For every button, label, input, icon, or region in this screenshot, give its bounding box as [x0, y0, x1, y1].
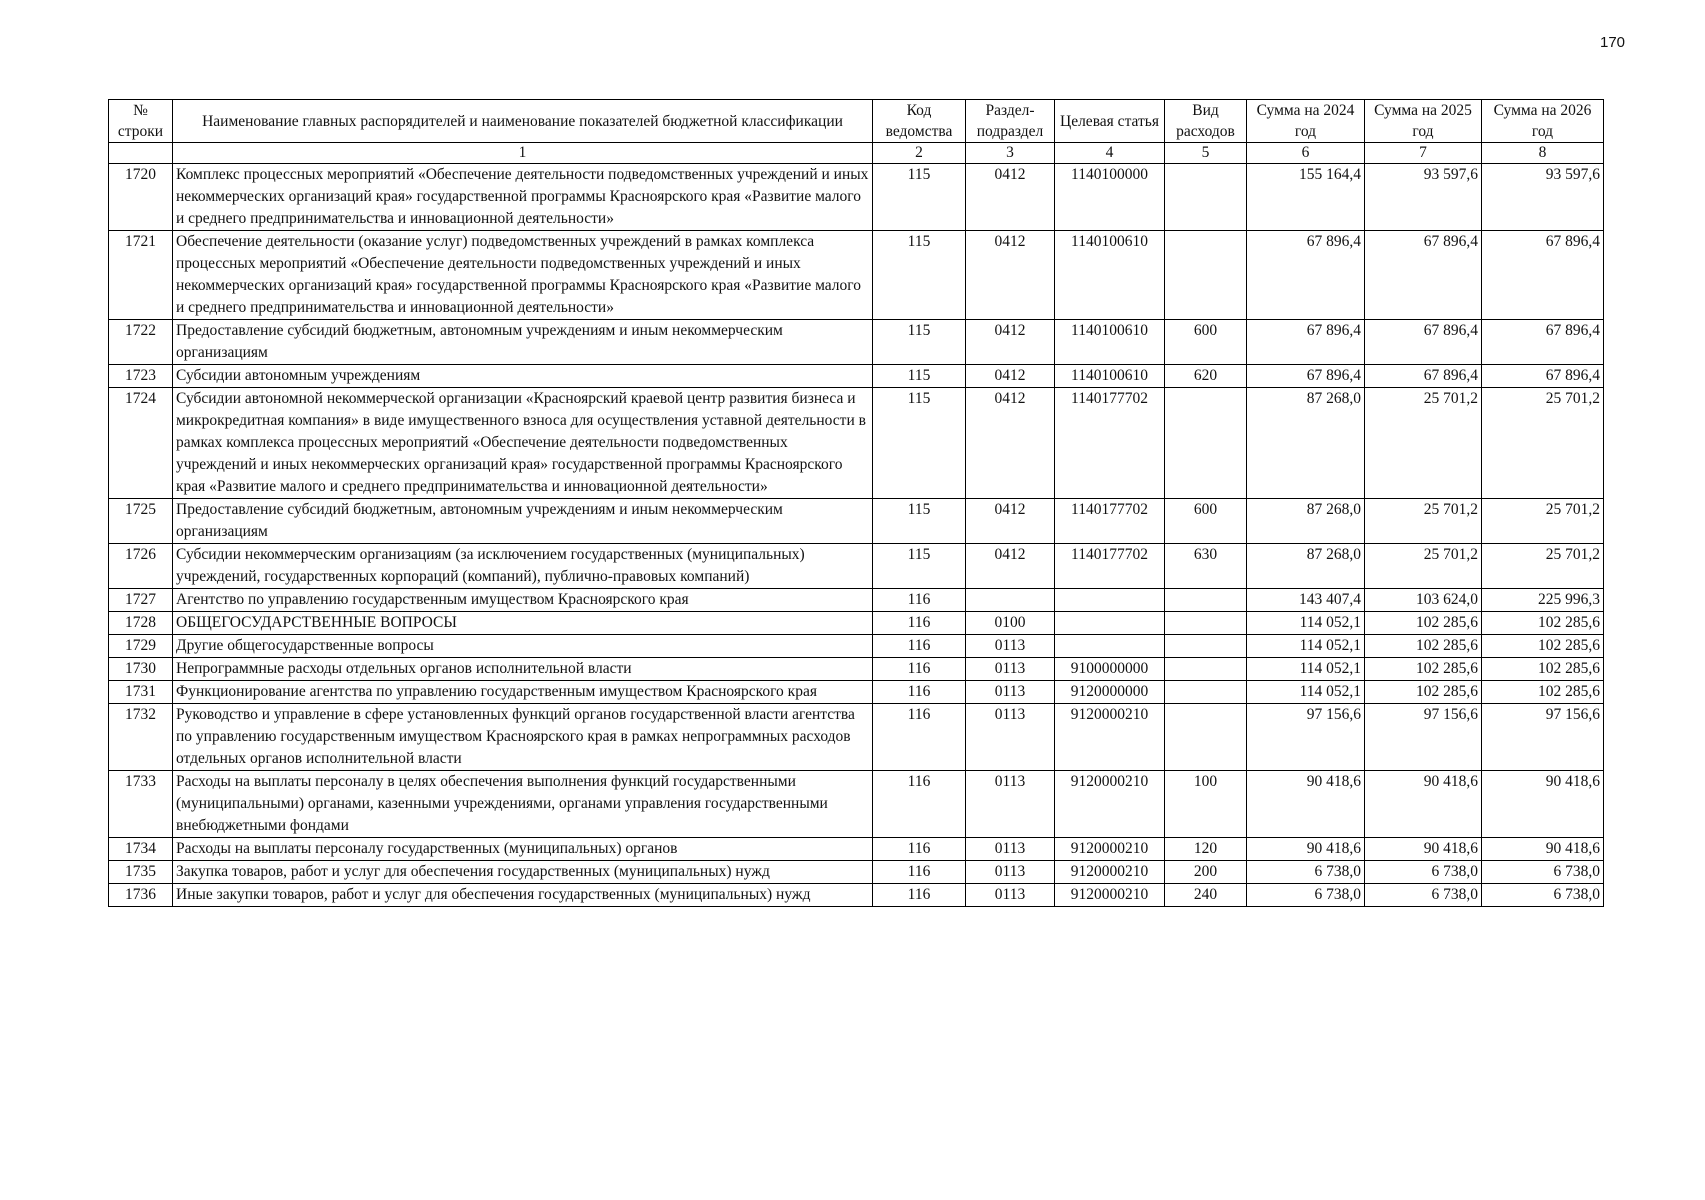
header-cell: Вид расходов	[1165, 100, 1247, 143]
row-name-cell: Комплекс процессных мероприятий «Обеспечение деятельности подведомственных учреждений и иных некоммерческих организаций края» государственной программы Красноярского края «Развитие малого и среднего предпринимательства и инновационной деятельности»	[173, 164, 873, 231]
table-row	[109, 231, 1604, 320]
row-number-cell: 1734	[109, 838, 173, 861]
row-name-cell: Предоставление субсидий бюджетным, автономным учреждениям и иным некоммерческим организациям	[173, 320, 873, 365]
column-number-cell: 2	[873, 143, 966, 164]
expense-type-cell: 200	[1165, 861, 1247, 884]
section-code-cell: 0412	[966, 365, 1055, 388]
department-code-cell: 115	[873, 388, 966, 499]
row-number-cell: 1720	[109, 164, 173, 231]
expense-type-cell: 120	[1165, 838, 1247, 861]
amount-2024-cell: 67 896,4	[1247, 231, 1365, 320]
amount-2026-cell: 93 597,6	[1482, 164, 1604, 231]
column-number-cell: 1	[173, 143, 873, 164]
table-body	[109, 164, 1604, 907]
target-article-cell: 9100000000	[1055, 658, 1165, 681]
expense-type-cell: 620	[1165, 365, 1247, 388]
department-code-cell: 116	[873, 658, 966, 681]
amount-2026-cell: 25 701,2	[1482, 544, 1604, 589]
amount-2024-cell: 87 268,0	[1247, 388, 1365, 499]
page-number: 170	[1600, 34, 1626, 51]
expense-type-cell	[1165, 635, 1247, 658]
row-name-cell: Расходы на выплаты персоналу государственных (муниципальных) органов	[173, 838, 873, 861]
target-article-cell: 9120000000	[1055, 681, 1165, 704]
expense-type-cell: 600	[1165, 320, 1247, 365]
section-code-cell	[966, 589, 1055, 612]
row-number-cell: 1731	[109, 681, 173, 704]
row-name-cell: Руководство и управление в сфере установленных функций органов государственной власти агентства по управлению государственным имуществом Красноярского края в рамках непрограммных расходов отдельных органов исполнительной власти	[173, 704, 873, 771]
header-cell: Наименование главных распорядителей и наименование показателей бюджетной классификации	[173, 100, 873, 143]
department-code-cell: 115	[873, 544, 966, 589]
amount-2026-cell: 225 996,3	[1482, 589, 1604, 612]
row-name-cell: Субсидии автономной некоммерческой организации «Красноярский краевой центр развития бизнеса и микрокредитная компания» в виде имущественного взноса для осуществления уставной деятельности в рамках комплекса процессных мероприятий «Обеспечение деятельности подведомственных учреждений и иных некоммерческих организаций края» государственной программы Красноярского края «Развитие малого и среднего предпринимательства и инновационной деятельности»	[173, 388, 873, 499]
table-row	[109, 589, 1604, 612]
table-row	[109, 861, 1604, 884]
department-code-cell: 116	[873, 612, 966, 635]
department-code-cell: 115	[873, 365, 966, 388]
section-code-cell: 0113	[966, 771, 1055, 838]
row-number-cell: 1732	[109, 704, 173, 771]
amount-2026-cell: 67 896,4	[1482, 320, 1604, 365]
row-name-cell: Агентство по управлению государственным имуществом Красноярского края	[173, 589, 873, 612]
amount-2026-cell: 67 896,4	[1482, 231, 1604, 320]
target-article-cell: 9120000210	[1055, 861, 1165, 884]
amount-2025-cell: 67 896,4	[1365, 365, 1482, 388]
table-row	[109, 884, 1604, 907]
target-article-cell: 1140100610	[1055, 231, 1165, 320]
amount-2026-cell: 6 738,0	[1482, 884, 1604, 907]
section-code-cell: 0412	[966, 544, 1055, 589]
section-code-cell: 0412	[966, 164, 1055, 231]
department-code-cell: 116	[873, 681, 966, 704]
section-code-cell: 0113	[966, 681, 1055, 704]
expense-type-cell: 630	[1165, 544, 1247, 589]
section-code-cell: 0412	[966, 388, 1055, 499]
target-article-cell: 1140100610	[1055, 365, 1165, 388]
table-row	[109, 635, 1604, 658]
department-code-cell: 116	[873, 861, 966, 884]
row-number-cell: 1724	[109, 388, 173, 499]
expense-type-cell: 100	[1165, 771, 1247, 838]
amount-2024-cell: 90 418,6	[1247, 771, 1365, 838]
row-number-cell: 1728	[109, 612, 173, 635]
amount-2024-cell: 143 407,4	[1247, 589, 1365, 612]
row-number-cell: 1729	[109, 635, 173, 658]
table-row	[109, 320, 1604, 365]
amount-2025-cell: 6 738,0	[1365, 861, 1482, 884]
department-code-cell: 115	[873, 164, 966, 231]
amount-2025-cell: 103 624,0	[1365, 589, 1482, 612]
amount-2025-cell: 102 285,6	[1365, 635, 1482, 658]
amount-2025-cell: 97 156,6	[1365, 704, 1482, 771]
expense-type-cell	[1165, 681, 1247, 704]
target-article-cell: 9120000210	[1055, 838, 1165, 861]
expense-type-cell	[1165, 589, 1247, 612]
header-cell: Раздел-подраздел	[966, 100, 1055, 143]
amount-2024-cell: 90 418,6	[1247, 838, 1365, 861]
amount-2024-cell: 114 052,1	[1247, 681, 1365, 704]
amount-2024-cell: 97 156,6	[1247, 704, 1365, 771]
column-number-cell: 3	[966, 143, 1055, 164]
table-row	[109, 658, 1604, 681]
amount-2025-cell: 67 896,4	[1365, 231, 1482, 320]
section-code-cell: 0113	[966, 884, 1055, 907]
section-code-cell: 0113	[966, 704, 1055, 771]
department-code-cell: 115	[873, 231, 966, 320]
row-name-cell: Предоставление субсидий бюджетным, автономным учреждениям и иным некоммерческим организациям	[173, 499, 873, 544]
row-name-cell: Обеспечение деятельности (оказание услуг) подведомственных учреждений в рамках комплекса процессных мероприятий «Обеспечение деятельности подведомственных учреждений и иных некоммерческих организаций края» государственной программы Красноярского края «Развитие малого и среднего предпринимательства и инновационной деятельности»	[173, 231, 873, 320]
section-code-cell: 0113	[966, 861, 1055, 884]
amount-2026-cell: 90 418,6	[1482, 771, 1604, 838]
target-article-cell: 1140177702	[1055, 544, 1165, 589]
target-article-cell: 9120000210	[1055, 884, 1165, 907]
table-row	[109, 388, 1604, 499]
row-name-cell: Субсидии автономным учреждениям	[173, 365, 873, 388]
table-row	[109, 612, 1604, 635]
department-code-cell: 116	[873, 884, 966, 907]
section-code-cell: 0113	[966, 635, 1055, 658]
row-name-cell: Субсидии некоммерческим организациям (за исключением государственных (муниципальных) учреждений, государственных корпораций (компаний), публично-правовых компаний)	[173, 544, 873, 589]
amount-2026-cell: 25 701,2	[1482, 499, 1604, 544]
row-name-cell: Другие общегосударственные вопросы	[173, 635, 873, 658]
row-number-cell: 1727	[109, 589, 173, 612]
column-number-cell	[109, 143, 173, 164]
row-number-cell: 1723	[109, 365, 173, 388]
row-number-cell: 1725	[109, 499, 173, 544]
column-number-cell: 8	[1482, 143, 1604, 164]
target-article-cell: 9120000210	[1055, 771, 1165, 838]
table-row	[109, 499, 1604, 544]
expense-type-cell	[1165, 704, 1247, 771]
expense-type-cell: 600	[1165, 499, 1247, 544]
amount-2026-cell: 6 738,0	[1482, 861, 1604, 884]
header-cell: № строки	[109, 100, 173, 143]
column-number-cell: 6	[1247, 143, 1365, 164]
amount-2025-cell: 67 896,4	[1365, 320, 1482, 365]
department-code-cell: 115	[873, 320, 966, 365]
header-row	[109, 100, 1604, 143]
amount-2025-cell: 6 738,0	[1365, 884, 1482, 907]
row-name-cell: Непрограммные расходы отдельных органов исполнительной власти	[173, 658, 873, 681]
amount-2026-cell: 90 418,6	[1482, 838, 1604, 861]
amount-2025-cell: 90 418,6	[1365, 771, 1482, 838]
amount-2026-cell: 25 701,2	[1482, 388, 1604, 499]
column-number-cell: 4	[1055, 143, 1165, 164]
table-row	[109, 164, 1604, 231]
target-article-cell: 1140100000	[1055, 164, 1165, 231]
header-cell: Сумма на 2026 год	[1482, 100, 1604, 143]
target-article-cell: 9120000210	[1055, 704, 1165, 771]
amount-2025-cell: 25 701,2	[1365, 544, 1482, 589]
row-name-cell: Иные закупки товаров, работ и услуг для обеспечения государственных (муниципальных) нужд	[173, 884, 873, 907]
section-code-cell: 0412	[966, 320, 1055, 365]
row-name-cell: ОБЩЕГОСУДАРСТВЕННЫЕ ВОПРОСЫ	[173, 612, 873, 635]
amount-2026-cell: 67 896,4	[1482, 365, 1604, 388]
column-number-cell: 5	[1165, 143, 1247, 164]
column-number-row	[109, 143, 1604, 164]
section-code-cell: 0113	[966, 838, 1055, 861]
budget-table	[108, 99, 1604, 907]
section-code-cell: 0412	[966, 231, 1055, 320]
column-number-cell: 7	[1365, 143, 1482, 164]
expense-type-cell	[1165, 658, 1247, 681]
section-code-cell: 0100	[966, 612, 1055, 635]
amount-2025-cell: 25 701,2	[1365, 499, 1482, 544]
department-code-cell: 115	[873, 499, 966, 544]
row-number-cell: 1736	[109, 884, 173, 907]
amount-2025-cell: 102 285,6	[1365, 681, 1482, 704]
header-cell: Сумма на 2025 год	[1365, 100, 1482, 143]
expense-type-cell: 240	[1165, 884, 1247, 907]
row-name-cell: Функционирование агентства по управлению государственным имуществом Красноярского края	[173, 681, 873, 704]
header-cell: Сумма на 2024 год	[1247, 100, 1365, 143]
amount-2025-cell: 102 285,6	[1365, 658, 1482, 681]
target-article-cell: 1140177702	[1055, 388, 1165, 499]
amount-2024-cell: 114 052,1	[1247, 658, 1365, 681]
department-code-cell: 116	[873, 838, 966, 861]
row-number-cell: 1730	[109, 658, 173, 681]
amount-2024-cell: 87 268,0	[1247, 544, 1365, 589]
header-cell: Код ведомства	[873, 100, 966, 143]
expense-type-cell	[1165, 231, 1247, 320]
target-article-cell: 1140100610	[1055, 320, 1165, 365]
row-number-cell: 1721	[109, 231, 173, 320]
table-row	[109, 544, 1604, 589]
amount-2026-cell: 102 285,6	[1482, 635, 1604, 658]
department-code-cell: 116	[873, 704, 966, 771]
amount-2025-cell: 90 418,6	[1365, 838, 1482, 861]
amount-2024-cell: 6 738,0	[1247, 884, 1365, 907]
expense-type-cell	[1165, 612, 1247, 635]
target-article-cell	[1055, 589, 1165, 612]
amount-2024-cell: 114 052,1	[1247, 612, 1365, 635]
amount-2026-cell: 97 156,6	[1482, 704, 1604, 771]
amount-2026-cell: 102 285,6	[1482, 612, 1604, 635]
section-code-cell: 0412	[966, 499, 1055, 544]
amount-2026-cell: 102 285,6	[1482, 658, 1604, 681]
table-row	[109, 704, 1604, 771]
amount-2024-cell: 87 268,0	[1247, 499, 1365, 544]
department-code-cell: 116	[873, 635, 966, 658]
amount-2025-cell: 25 701,2	[1365, 388, 1482, 499]
row-number-cell: 1735	[109, 861, 173, 884]
target-article-cell: 1140177702	[1055, 499, 1165, 544]
row-name-cell: Закупка товаров, работ и услуг для обеспечения государственных (муниципальных) нужд	[173, 861, 873, 884]
table-row	[109, 838, 1604, 861]
row-number-cell: 1733	[109, 771, 173, 838]
header-cell: Целевая статья	[1055, 100, 1165, 143]
target-article-cell	[1055, 612, 1165, 635]
row-number-cell: 1726	[109, 544, 173, 589]
table-row	[109, 365, 1604, 388]
table-row	[109, 771, 1604, 838]
amount-2024-cell: 67 896,4	[1247, 320, 1365, 365]
amount-2025-cell: 93 597,6	[1365, 164, 1482, 231]
table-row	[109, 681, 1604, 704]
department-code-cell: 116	[873, 771, 966, 838]
amount-2024-cell: 155 164,4	[1247, 164, 1365, 231]
department-code-cell: 116	[873, 589, 966, 612]
amount-2024-cell: 114 052,1	[1247, 635, 1365, 658]
row-number-cell: 1722	[109, 320, 173, 365]
amount-2024-cell: 6 738,0	[1247, 861, 1365, 884]
amount-2024-cell: 67 896,4	[1247, 365, 1365, 388]
expense-type-cell	[1165, 388, 1247, 499]
row-name-cell: Расходы на выплаты персоналу в целях обеспечения выполнения функций государственными (муниципальными) органами, казенными учреждениями, органами управления государственными внебюджетными фондами	[173, 771, 873, 838]
section-code-cell: 0113	[966, 658, 1055, 681]
amount-2025-cell: 102 285,6	[1365, 612, 1482, 635]
expense-type-cell	[1165, 164, 1247, 231]
amount-2026-cell: 102 285,6	[1482, 681, 1604, 704]
target-article-cell	[1055, 635, 1165, 658]
